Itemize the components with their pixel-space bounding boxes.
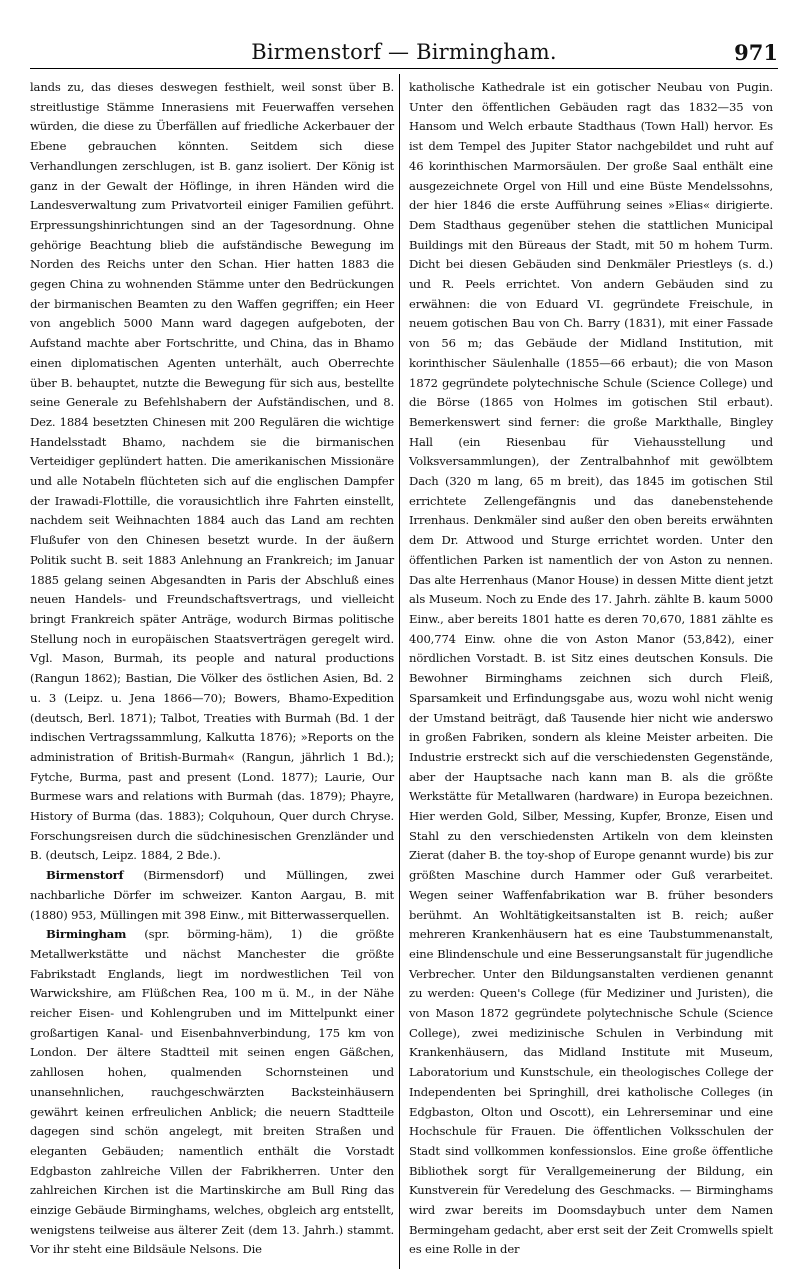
entry-birmenstorf-text: (Birmensdorf) und Müllingen, zwei nachbarliche Dörfer im schweizer. Kanton Aargau, B. mit (1880) 953, Müllingen mit 398 Einw., mit Bitterwasserquellen.	[30, 868, 394, 922]
entry-birmenstorf	[30, 866, 394, 925]
column-divider	[399, 74, 400, 1269]
left-column	[30, 78, 394, 1260]
right-column	[409, 78, 773, 1260]
birmingham-continuation-paragraph: katholische Kathedrale ist ein gotischer Neubau von Pugin. Unter den öffentlichen Gebäuden ragt das 1832—35 von Hansom und Welch erbaute Stadthaus (Town Hall) hervor. Es ist dem Tempel des Jupiter Stator nachgebildet und ruht auf 46 korinthischen Marmorsäulen. Der große Saal enthält eine ausgezeichnete Orgel von Hill und eine Büste Mendelssohns, der hier 1846 die erste Aufführung seines »Elias« dirigierte. Dem Stadthaus gegenüber stehen die stattlichen Municipal Buildings mit den Büreaus der Stadt, mit 50 m hohem Turm. Dicht bei diesen Gebäuden sind Denkmäler Priestleys (s. d.) und R. Peels errichtet. Von andern Gebäuden sind zu erwähnen: die von Eduard VI. gegründete Freischule, in neuem gotischen Bau von Ch. Barry (1831), mit einer Fassade von 56 m; das Gebäude der Midland Institution, mit korinthischer Säulenhalle (1855—66 erbaut); die von Mason 1872 gegründete polytechnische Schule (Science College) und die Börse (1865 von Holmes im gotischen Stil erbaut). Bemerkenswert sind ferner: die große Markthalle, Bingley Hall (ein Riesenbau für Viehausstellung und Volksversammlungen), der Zentralbahnhof mit gewölbtem Dach (320 m lang, 65 m breit), das 1845 im gotischen Stil errichtete Zellengefängnis und das danebenstehende Irrenhaus. Denkmäler sind außer den oben bereits erwähnten dem Dr. Attwood und Sturge errichtet worden. Unter den öffentlichen Parken ist namentlich der von Aston zu nennen. Das alte Herrenhaus (Manor House) in dessen Mitte dient jetzt als Museum. Noch zu Ende des 17. Jahrh. zählte B. kaum 5000 Einw., aber bereits 1801 hatte es deren 70,670, 1881 zählte es 400,774 Einw. ohne die von Aston Manor (53,842), einer nördlichen Vorstadt. B. ist Sitz eines deutschen Konsuls. Die Bewohner Birminghams zeichnen sich durch Fleiß, Sparsamkeit und Erfindungsgabe aus, wozu wohl nicht wenig der Umstand beiträgt, daß Tausende hier nicht wie anderswo in großen Fabriken, sondern als kleine Meister arbeiten. Die Industrie erstreckt sich auf die verschiedensten Gegenstände, aber der Hauptsache nach kann man B. als die größte Werkstätte für Metallwaren (hardware) in Europa bezeichnen. Hier werden Gold, Silber, Messing, Kupfer, Bronze, Eisen und Stahl zu den verschiedensten Artikeln von dem kleinsten Zierat (daher B. the toy-shop of Europe genannt wurde) bis zur größten Maschine durch Hammer oder Guß verarbeitet. Wegen seiner Waffenfabrikation war B. früher besonders berühmt. An Wohltätigkeitsanstalten ist B. reich; außer mehreren Krankenhäusern hat es eine Taubstummenanstalt, eine Blindenschule und eine Besserungsanstalt für jugendliche Verbrecher. Unter den Bildungsanstalten verdienen genannt zu werden: Queen's College (für Mediziner und Juristen), die von Mason 1872 gegründete polytechnische Schule (Science College), zwei medizinische Schulen in Verbindung mit Krankenhäusern, das Midland Institute mit Museum, Laboratorium und Kunstschule, ein theologisches College der Independenten bei Springhill, drei katholische Colleges (in Edgbaston, Olton und Oscott), ein Lehrerseminar und eine Hochschule für Frauen. Die öffentlichen Volksschulen der Stadt sind vollkommen konfessionslos. Eine große öffentliche Bibliothek sorgt für Verallgemeinerung der Bildung, ein Kunstverein für Veredelung des Geschmacks. — Birminghams wird zwar bereits im Doomsdaybuch unter dem Namen Bermingeham gedacht, aber erst seit der Zeit Cromwells spielt es eine Rolle in der	[409, 80, 773, 1257]
headword-birmenstorf: Birmenstorf	[46, 868, 124, 883]
running-head	[30, 38, 778, 69]
burma-continuation-paragraph: lands zu, das dieses deswegen festhielt, weil sonst über B. streitlustige Stämme Innerasiens mit Feuerwaffen versehen würden, die diese zu Überfällen auf friedliche Ackerbauer der Ebene gebrauchen könnten. Seitdem sich diese Verhandlungen zerschlugen, ist B. ganz isoliert. Der König ist ganz in der Gewalt der Höflinge, in ihren Händen wird die Landesverwaltung zum Privatvorteil einiger Familien geführt. Erpressungshinrichtungen sind an der Tagesordnung. Ohne gehörige Beachtung blieb die aufständische Bewegung im Norden des Reichs unter den Schan. Hier hatten 1883 die gegen China zu wohnenden Stämme unter den Bedrückungen der birmanischen Beamten zu den Waffen gegriffen; ein Heer von angeblich 5000 Mann ward dagegen aufgeboten, der Aufstand machte aber Fortschritte, und China, das in Bhamo einen diplomatischen Agenten unterhält, auch Oberrechte über B. behauptet, nutzte die Bewegung für sich aus, bestellte seine Generale zu Befehlshabern der Aufständischen, und 8. Dez. 1884 besetzten Chinesen mit 200 Regulären die wichtige Handelsstadt Bhamo, nachdem sie die birmanischen Verteidiger geplündert hatten. Die amerikanischen Missionäre und alle Notabeln flüchteten sich auf die englischen Dampfer der Irawadi-Flottille, die vorausichtlich ihre Fahrten einstellt, nachdem seit Weihnachten 1884 auch das Land am rechten Flußufer von den Chinesen besetzt wurde. In der äußern Politik sucht B. seit 1883 Anlehnung an Frankreich; im Januar 1885 gelang seinen Abgesandten in Paris der Abschluß eines neuen Handels- und Freundschaftsvertrags, und vielleicht bringt Frankreich später Anträge, wodurch Birmas politische Stellung noch in europäischen Staatsverträgen geregelt wird. Vgl. Mason, Burmah, its people and natural productions (Rangun 1862); Bastian, Die Völker des östlichen Asien, Bd. 2 u. 3 (Leipz. u. Jena 1866—70); Bowers, Bhamo-Expedition (deutsch, Berl. 1871); Talbot, Treaties with Burmah (Bd. 1 der indischen Vertragssammlung, Kalkutta 1876); »Reports on the administration of British-Burmah« (Rangun, jährlich 1 Bd.); Fytche, Burma, past and present (Lond. 1877); Laurie, Our Burmese wars and relations with Burmah (das. 1879); Phayre, History of Burma (das. 1883); Colquhoun, Quer durch Chryse. Forschungsreisen durch die südchinesischen Grenzländer und B. (deutsch, Leipz. 1884, 2 Bde.).	[30, 80, 394, 863]
entry-birmingham	[30, 925, 394, 1260]
page-number: 971	[734, 40, 778, 65]
page-title: Birmenstorf — Birmingham.	[251, 40, 557, 64]
entry-birmingham-text: (spr. börming-häm), 1) die größte Metallwerkstätte und nächst Manchester die größte Fabrikstadt Englands, liegt im nordwestlichen Teil von Warwickshire, am Flüßchen Rea, 100 m ü. M., in der Nähe reicher Eisen- und Kohlengruben und im Mittelpunkt einer großartigen Kanal- und Eisenbahnverbindung, 175 km von London. Der ältere Stadtteil mit seinen engen Gäßchen, zahllosen hohen, qualmenden Schornsteinen und unansehnlichen, rauchgeschwärzten Backsteinhäusern gewährt keinen erfreulichen Anblick; die neuern Stadtteile dagegen sind schön angelegt, mit breiten Straßen und eleganten Gebäuden; namentlich enthält die Vorstadt Edgbaston zahlreiche Villen der Fabrikherren. Unter den zahlreichen Kirchen ist die Martinskirche am Bull Ring das einzige Gebäude Birminghams, welches, obgleich arg entstellt, wenigstens teilweise aus älterer Zeit (dem 13. Jahrh.) stammt. Vor ihr steht eine Bildsäule Nelsons. Die	[30, 927, 394, 1257]
headword-birmingham: Birmingham	[46, 927, 127, 942]
